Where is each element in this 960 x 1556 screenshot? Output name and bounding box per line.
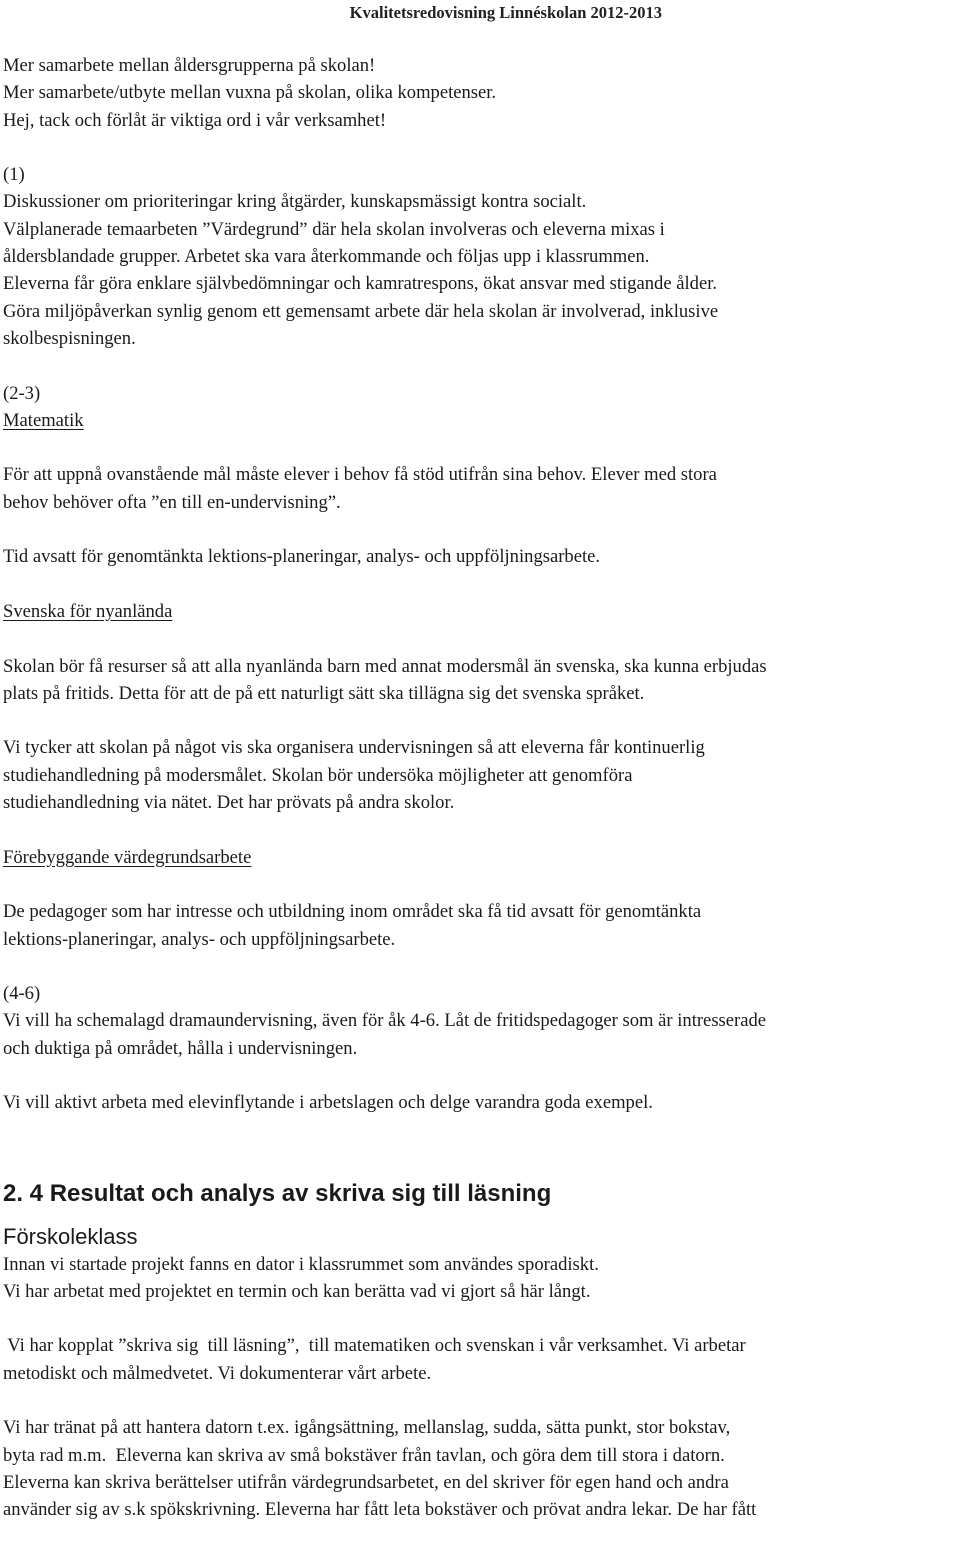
- text-line: studiehandledning via nätet. Det har prövats på andra skolor.: [3, 792, 455, 814]
- text-line: Göra miljöpåverkan synlig genom ett gemensamt arbete där hela skolan är involverad, inklusive: [3, 300, 719, 322]
- text-line: Eleverna får göra enklare självbedömningar och kamratrespons, ökat ansvar med stigande ålder.: [3, 273, 718, 295]
- text-line: Mer samarbete/utbyte mellan vuxna på skolan, olika kompetenser.: [3, 82, 497, 104]
- text-line: Innan vi startade projekt fanns en dator i klassrummet som användes sporadiskt.: [3, 1253, 599, 1275]
- text-line: Skolan bör få resurser så att alla nyanlända barn med annat modersmål än svenska, ska kunna erbjudas: [3, 655, 767, 677]
- text-line: Vi har arbetat med projektet en termin och kan berätta vad vi gjort så här långt.: [3, 1280, 591, 1302]
- grade-label: (4-6): [3, 983, 41, 1005]
- text-line: Vi vill aktivt arbeta med elevinflytande i arbetslagen och delge varandra goda exempel.: [3, 1092, 653, 1114]
- text-line: metodiskt och målmedvetet. Vi dokumenterar vårt arbete.: [3, 1362, 432, 1384]
- text-line: och duktiga på området, hålla i undervisningen.: [3, 1037, 358, 1059]
- subheading-svenska: Svenska för nyanlända: [3, 600, 173, 622]
- subheading-forskoleklass: Förskoleklass: [3, 1223, 138, 1249]
- grade-label: (1): [3, 164, 25, 186]
- document-body: [3, 52, 958, 1524]
- text-line: Mer samarbete mellan åldersgrupperna på skolan!: [3, 55, 376, 76]
- text-line: byta rad m.m. Eleverna kan skriva av små bokstäver från tavlan, och göra dem till stora i datorn.: [3, 1444, 725, 1466]
- text-line: Välplanerade temaarbeten ”Värdegrund” där hela skolan involveras och eleverna mixas i: [3, 218, 665, 240]
- text-line: Vi vill ha schemalagd dramaundervisning, även för åk 4-6. Låt de fritidspedagoger som är intresserade: [3, 1010, 767, 1032]
- text-line: Vi har kopplat ”skriva sig till läsning”, till matematiken och svenskan i vår verksamhet. Vi arbetar: [3, 1335, 746, 1357]
- text-line: Diskussioner om prioriteringar kring åtgärder, kunskapsmässigt kontra socialt.: [3, 191, 587, 213]
- text-line: behov behöver ofta ”en till en-undervisning”.: [3, 491, 341, 513]
- text-line: Vi har tränat på att hantera datorn t.ex. igångsättning, mellanslag, sudda, sätta punkt, stor bokstav,: [3, 1417, 731, 1439]
- text-line: Eleverna kan skriva berättelser utifrån värdegrundsarbetet, en del skriver för egen hand och andra: [3, 1471, 729, 1493]
- text-line: Vi tycker att skolan på något vis ska organisera undervisningen så att eleverna får kontinuerlig: [3, 737, 705, 759]
- text-line: åldersblandade grupper. Arbetet ska vara återkommande och följas upp i klassrummen.: [3, 246, 650, 268]
- subheading-matematik: Matematik: [3, 409, 84, 431]
- text-line: Hej, tack och förlåt är viktiga ord i vår verksamhet!: [3, 109, 387, 131]
- text-line: För att uppnå ovanstående mål måste elever i behov få stöd utifrån sina behov. Elever med stora: [3, 464, 717, 486]
- text-line: skolbespisningen.: [3, 327, 136, 349]
- text-line: använder sig av s.k spökskrivning. Eleverna har fått leta bokstäver och prövat andra lekar. De har fått: [3, 1499, 757, 1521]
- text-line: Tid avsatt för genomtänkta lektions-planeringar, analys- och uppföljningsarbete.: [3, 546, 601, 568]
- text-line: plats på fritids. Detta för att de på ett naturligt sätt ska tillägna sig det svenska språket.: [3, 682, 645, 704]
- text-line: studiehandledning på modersmålet. Skolan bör undersöka möjligheter att genomföra: [3, 764, 633, 786]
- section-heading: 2. 4 Resultat och analys av skriva sig till läsning: [3, 1179, 552, 1207]
- subheading-vardegrund: Förebyggande värdegrundsarbete: [3, 846, 252, 868]
- text-line: De pedagoger som har intresse och utbildning inom området ska få tid avsatt för genomtänkta: [3, 901, 702, 923]
- grade-label: (2-3): [3, 382, 41, 404]
- text-line: lektions-planeringar, analys- och uppföljningsarbete.: [3, 928, 396, 950]
- document-header: Kvalitetsredovisning Linnéskolan 2012-2013: [349, 3, 662, 22]
